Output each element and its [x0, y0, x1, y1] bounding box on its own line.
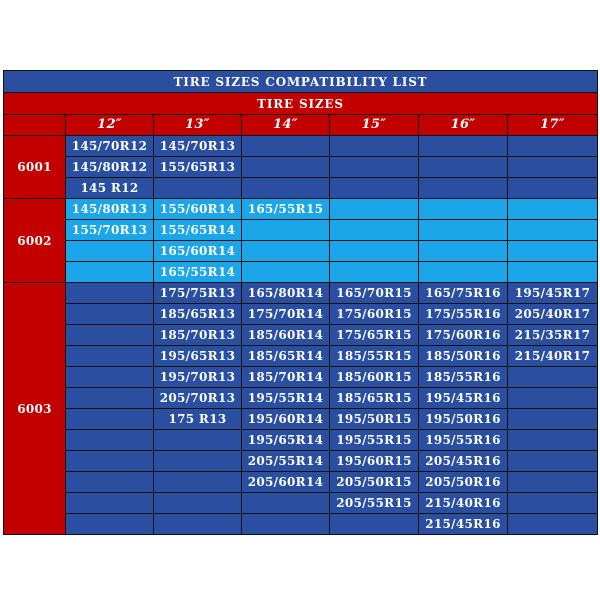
tire-size-cell — [330, 178, 419, 199]
tire-size-cell — [330, 136, 419, 157]
tire-size-cell — [66, 493, 154, 514]
tire-size-cell: 145/70R13 — [154, 136, 242, 157]
tire-size-cell — [242, 136, 330, 157]
tire-size-cell — [66, 304, 154, 325]
tire-size-cell: 215/45R16 — [419, 514, 508, 535]
table-row — [4, 346, 598, 367]
tire-size-cell — [154, 493, 242, 514]
tire-size-cell — [419, 220, 508, 241]
tire-size-cell: 185/60R14 — [242, 325, 330, 346]
table-row — [4, 367, 598, 388]
tire-size-cell — [330, 199, 419, 220]
tire-size-cell — [508, 514, 598, 535]
tire-size-cell: 195/50R15 — [330, 409, 419, 430]
tire-size-cell: 185/70R14 — [242, 367, 330, 388]
tire-size-cell — [242, 178, 330, 199]
rim-size-header: 15″ — [330, 115, 419, 136]
tire-compatibility-table — [3, 70, 598, 535]
table-row — [4, 262, 598, 283]
tire-size-cell: 185/70R13 — [154, 325, 242, 346]
tire-size-cell — [508, 430, 598, 451]
tire-size-cell — [508, 367, 598, 388]
tire-size-cell: 165/75R16 — [419, 283, 508, 304]
tire-size-cell — [508, 409, 598, 430]
table-row — [4, 283, 598, 304]
tire-size-cell: 155/65R14 — [154, 220, 242, 241]
tire-size-cell — [419, 178, 508, 199]
tire-size-cell: 215/40R16 — [419, 493, 508, 514]
tire-size-cell — [330, 262, 419, 283]
tire-size-cell — [508, 136, 598, 157]
model-cell: 6001 — [4, 136, 66, 199]
tire-size-cell: 175 R13 — [154, 409, 242, 430]
tire-size-cell — [66, 409, 154, 430]
tire-size-cell: 205/70R13 — [154, 388, 242, 409]
tire-size-cell — [66, 430, 154, 451]
tire-size-cell: 205/55R14 — [242, 451, 330, 472]
tire-size-cell: 175/60R15 — [330, 304, 419, 325]
tire-size-cell — [508, 199, 598, 220]
tire-size-cell: 185/65R14 — [242, 346, 330, 367]
tire-size-cell — [330, 514, 419, 535]
tire-size-cell: 185/55R15 — [330, 346, 419, 367]
tire-size-cell — [419, 241, 508, 262]
tire-size-cell: 145 R12 — [66, 178, 154, 199]
table-row — [4, 325, 598, 346]
rim-size-header: 14″ — [242, 115, 330, 136]
tire-size-cell — [419, 199, 508, 220]
tire-size-cell: 205/55R15 — [330, 493, 419, 514]
tire-size-cell: 155/60R14 — [154, 199, 242, 220]
rim-size-header: 12″ — [66, 115, 154, 136]
rim-size-header: 16″ — [419, 115, 508, 136]
table-row — [4, 304, 598, 325]
tire-size-cell: 165/70R15 — [330, 283, 419, 304]
tire-size-cell: 185/50R16 — [419, 346, 508, 367]
tire-size-cell — [419, 136, 508, 157]
tire-size-cell: 195/45R17 — [508, 283, 598, 304]
tire-size-cell — [66, 367, 154, 388]
table-row — [4, 157, 598, 178]
tire-size-cell: 195/55R14 — [242, 388, 330, 409]
rim-size-header: 17″ — [508, 115, 598, 136]
model-cell: 6002 — [4, 199, 66, 283]
table-row — [4, 241, 598, 262]
table-row — [4, 409, 598, 430]
table-row — [4, 472, 598, 493]
tire-size-cell: 175/55R16 — [419, 304, 508, 325]
tire-size-cell: 195/50R16 — [419, 409, 508, 430]
tire-size-cell — [66, 472, 154, 493]
tire-size-cell: 155/70R13 — [66, 220, 154, 241]
tire-size-cell — [66, 241, 154, 262]
table-title: TIRE SIZES COMPATIBILITY LIST — [4, 71, 598, 93]
tire-size-cell — [66, 262, 154, 283]
tire-size-cell: 165/55R15 — [242, 199, 330, 220]
table-row — [4, 430, 598, 451]
tire-size-cell — [242, 241, 330, 262]
tire-size-cell — [66, 346, 154, 367]
tire-size-cell: 155/65R13 — [154, 157, 242, 178]
tire-size-cell — [330, 220, 419, 241]
tire-size-cell — [508, 388, 598, 409]
tire-size-cell: 195/60R15 — [330, 451, 419, 472]
tire-size-cell — [508, 472, 598, 493]
tire-size-cell — [508, 451, 598, 472]
table-row — [4, 514, 598, 535]
header-corner-cell — [4, 115, 66, 136]
tire-size-cell: 205/50R15 — [330, 472, 419, 493]
tire-size-cell — [330, 241, 419, 262]
tire-size-cell: 195/55R16 — [419, 430, 508, 451]
tire-size-cell: 185/60R15 — [330, 367, 419, 388]
tire-size-cell: 165/60R14 — [154, 241, 242, 262]
tire-size-cell — [66, 514, 154, 535]
tire-size-cell — [66, 325, 154, 346]
tire-size-cell: 175/70R14 — [242, 304, 330, 325]
tire-size-cell: 205/60R14 — [242, 472, 330, 493]
table-row — [4, 178, 598, 199]
tire-size-cell: 195/65R14 — [242, 430, 330, 451]
tire-size-cell — [242, 493, 330, 514]
tire-size-cell: 165/55R14 — [154, 262, 242, 283]
tire-size-cell: 165/80R14 — [242, 283, 330, 304]
tire-size-cell: 195/70R13 — [154, 367, 242, 388]
tire-size-cell: 215/35R17 — [508, 325, 598, 346]
tire-size-cell: 215/40R17 — [508, 346, 598, 367]
tire-size-cell — [154, 451, 242, 472]
tire-size-cell — [66, 283, 154, 304]
tire-size-cell: 195/65R13 — [154, 346, 242, 367]
tire-size-cell — [508, 262, 598, 283]
tire-size-cell: 145/80R13 — [66, 199, 154, 220]
tire-size-cell: 195/60R14 — [242, 409, 330, 430]
table-row — [4, 388, 598, 409]
tire-size-cell: 185/65R15 — [330, 388, 419, 409]
tire-size-cell: 205/45R16 — [419, 451, 508, 472]
tire-size-cell: 185/55R16 — [419, 367, 508, 388]
tire-size-cell — [419, 262, 508, 283]
tire-size-cell — [154, 178, 242, 199]
tire-size-cell — [330, 157, 419, 178]
tire-size-cell — [154, 430, 242, 451]
table-row — [4, 136, 598, 157]
tire-size-cell — [242, 262, 330, 283]
tire-size-cell — [242, 514, 330, 535]
tire-size-cell — [66, 451, 154, 472]
model-cell: 6003 — [4, 283, 66, 535]
tire-size-cell — [419, 157, 508, 178]
tire-size-cell — [508, 157, 598, 178]
tire-size-cell: 205/50R16 — [419, 472, 508, 493]
tire-size-cell — [508, 178, 598, 199]
table-row — [4, 220, 598, 241]
tire-size-cell — [242, 220, 330, 241]
table-row — [4, 493, 598, 514]
rim-size-header: 13″ — [154, 115, 242, 136]
table-row — [4, 451, 598, 472]
tire-size-cell: 205/40R17 — [508, 304, 598, 325]
table-row — [4, 199, 598, 220]
table-subtitle: TIRE SIZES — [4, 93, 598, 115]
tire-size-cell: 145/80R12 — [66, 157, 154, 178]
tire-size-cell — [66, 388, 154, 409]
tire-size-cell: 145/70R12 — [66, 136, 154, 157]
tire-size-cell — [508, 241, 598, 262]
tire-size-cell: 175/65R15 — [330, 325, 419, 346]
tire-size-cell — [154, 472, 242, 493]
tire-size-cell — [154, 514, 242, 535]
tire-size-cell: 195/45R16 — [419, 388, 508, 409]
tire-size-cell — [242, 157, 330, 178]
tire-size-cell: 185/65R13 — [154, 304, 242, 325]
rim-size-header-row — [4, 115, 598, 136]
tire-size-cell: 195/55R15 — [330, 430, 419, 451]
tire-size-cell — [508, 493, 598, 514]
tire-size-cell: 175/75R13 — [154, 283, 242, 304]
tire-size-cell — [508, 220, 598, 241]
tire-size-cell: 175/60R16 — [419, 325, 508, 346]
